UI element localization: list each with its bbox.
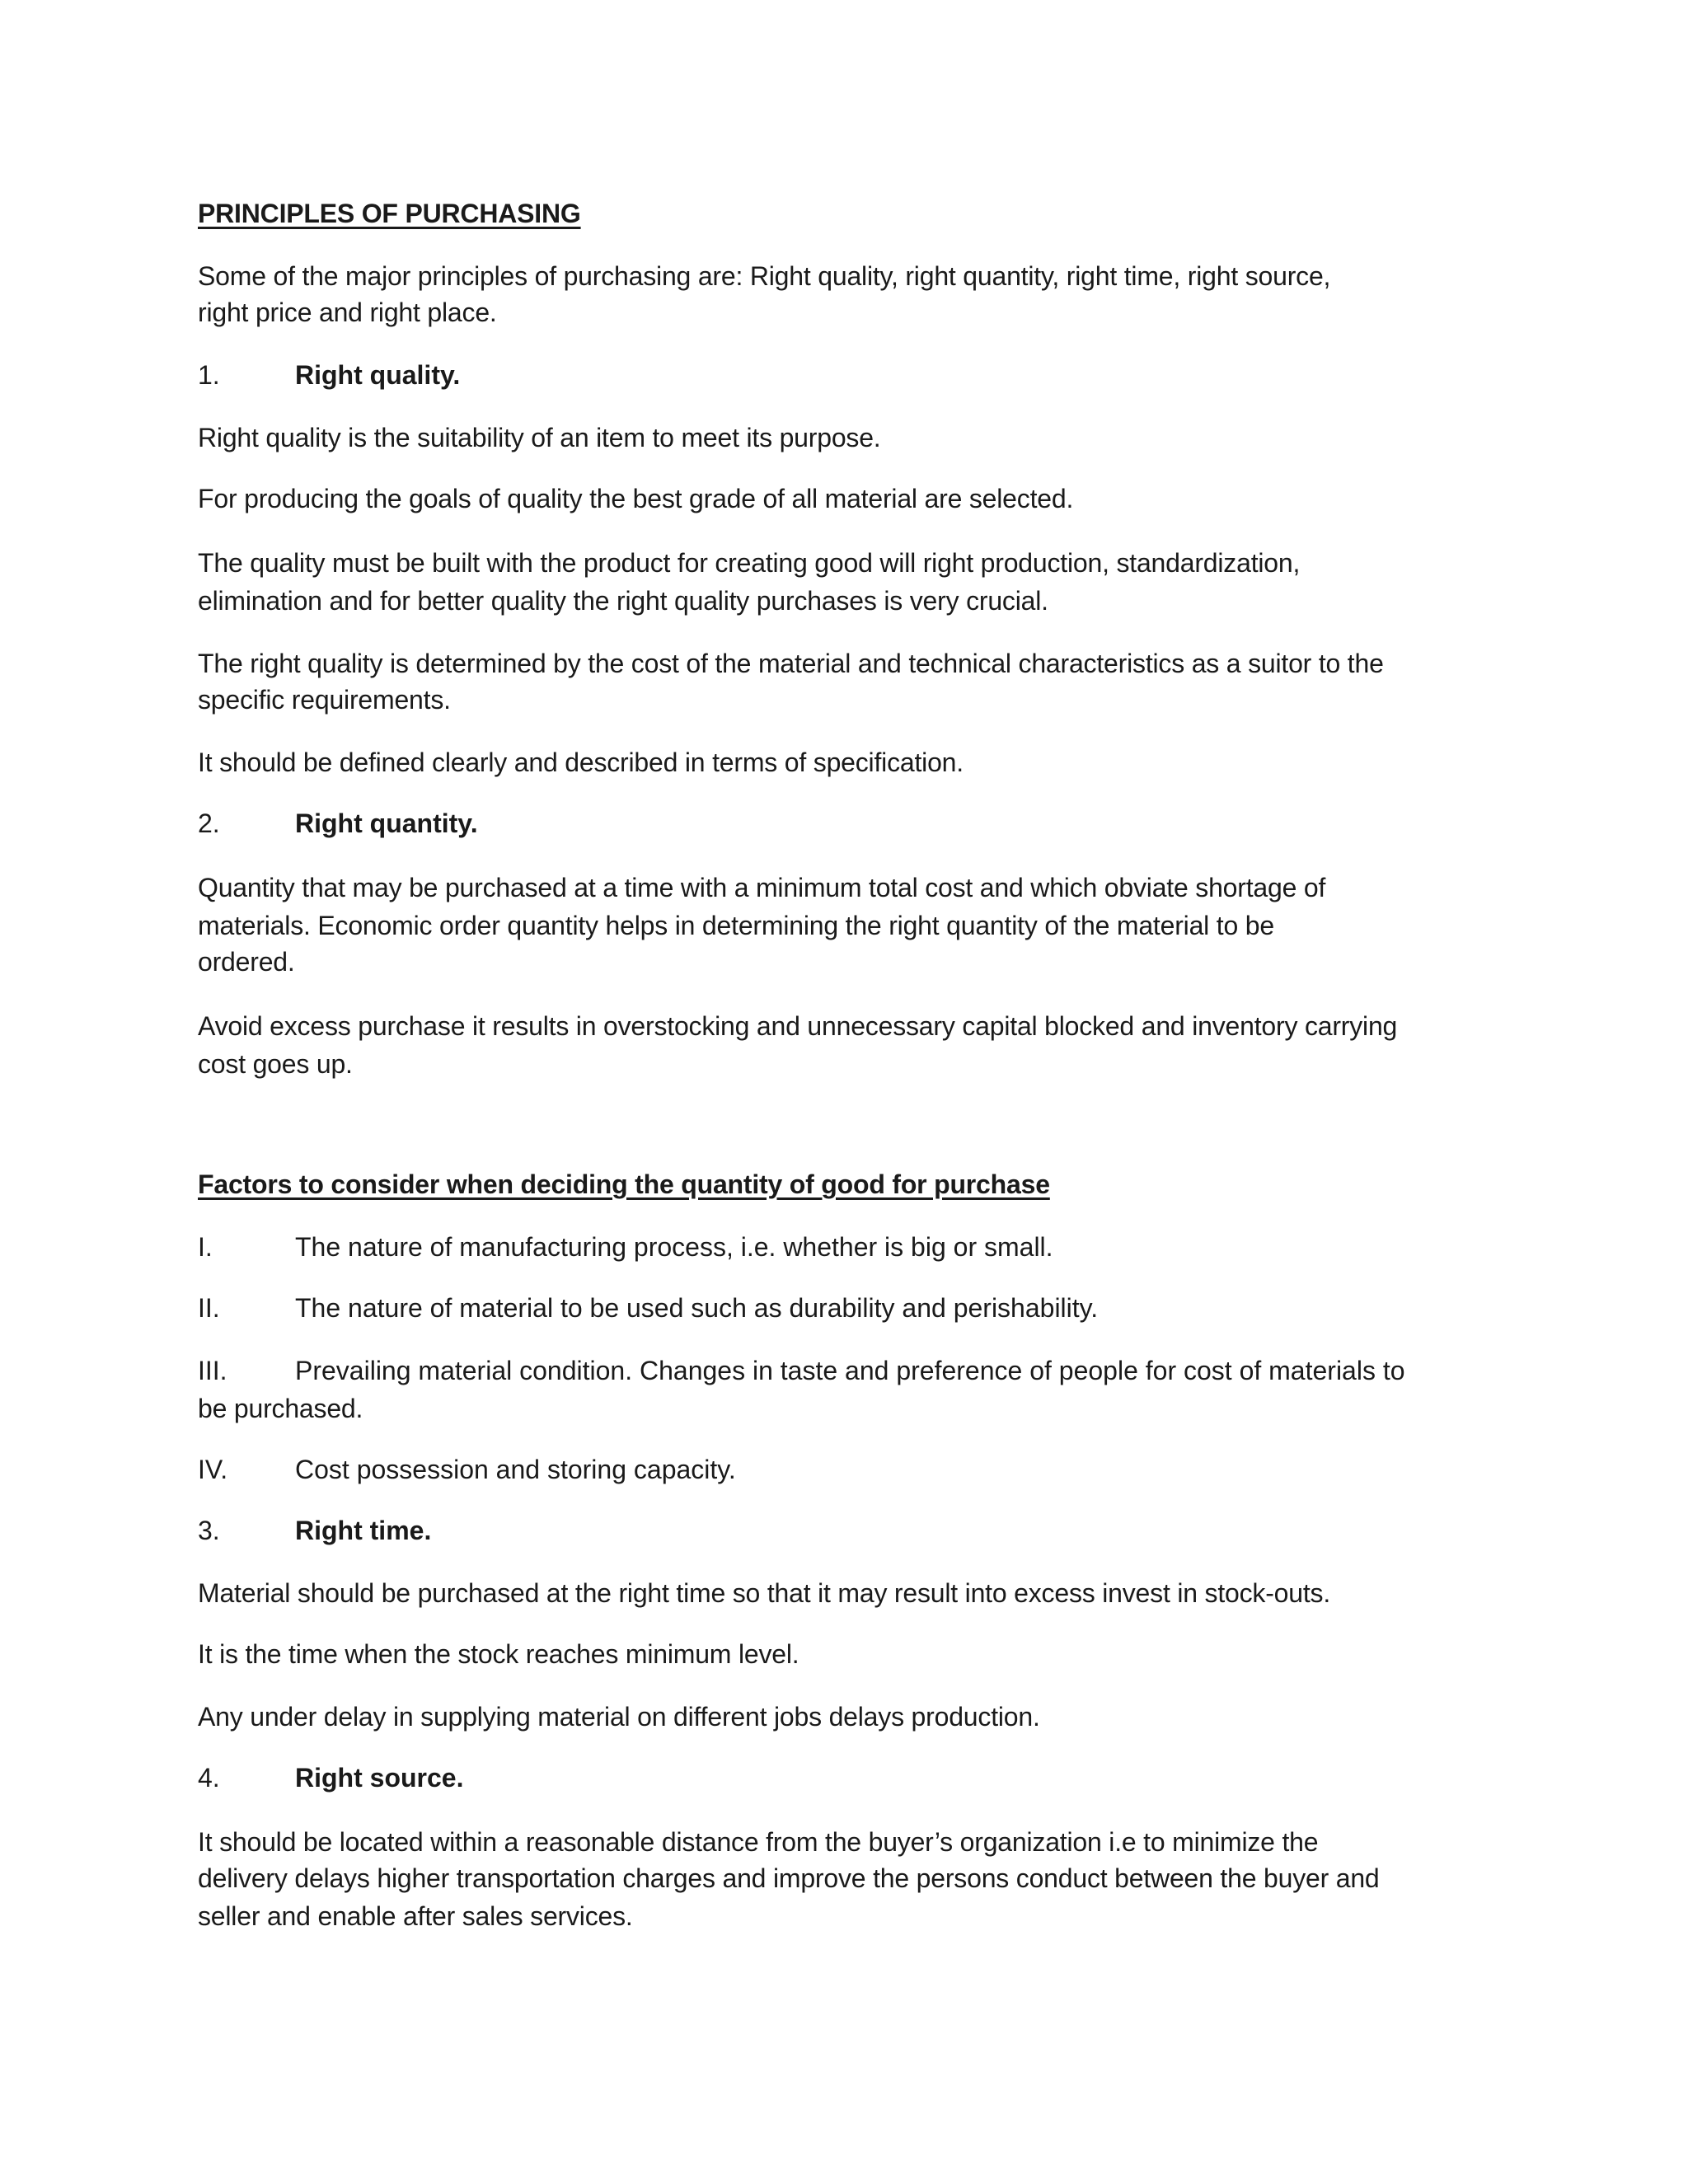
section-2-paragraph-1-line-1: Quantity that may be purchased at a time with a minimum total cost and which obviate shortage of (198, 873, 1326, 902)
section-1-paragraph-4-line-1: The right quality is determined by the cost of the material and technical characteristics as a suitor to the (198, 649, 1384, 678)
factor-4-text: Cost possession and storing capacity. (295, 1455, 736, 1484)
section-2-heading: Right quantity. (295, 808, 478, 838)
section-4-heading: Right source. (295, 1763, 464, 1793)
factor-2-text: The nature of material to be used such as durability and perishability. (295, 1293, 1099, 1323)
section-3-paragraph-2: It is the time when the stock reaches minimum level. (198, 1639, 799, 1669)
section-1-number: 1. (198, 360, 220, 390)
section-3-paragraph-3: Any under delay in supplying material on different jobs delays production. (198, 1702, 1040, 1732)
page-title: PRINCIPLES OF PURCHASING (198, 199, 581, 228)
factor-3-continuation: be purchased. (198, 1394, 363, 1423)
section-1-heading: Right quality. (295, 360, 461, 390)
section-4-number: 4. (198, 1763, 220, 1793)
section-1-paragraph-4-line-2: specific requirements. (198, 685, 451, 715)
section-4-paragraph-1-line-1: It should be located within a reasonable distance from the buyer’s organization i.e to minimize the (198, 1827, 1319, 1857)
factor-2-number: II. (198, 1293, 220, 1323)
section-2-paragraph-1-line-3: ordered. (198, 947, 295, 977)
factors-heading: Factors to consider when deciding the quantity of good for purchase (198, 1169, 1050, 1199)
section-1-paragraph-3-line-1: The quality must be built with the product for creating good will right production, standardization, (198, 548, 1301, 578)
section-1-paragraph-1: Right quality is the suitability of an item to meet its purpose. (198, 423, 881, 452)
factor-4-number: IV. (198, 1455, 228, 1484)
section-1-paragraph-5: It should be defined clearly and described in terms of specification. (198, 748, 964, 777)
factor-1-text: The nature of manufacturing process, i.e. whether is big or small. (295, 1232, 1053, 1262)
section-2-paragraph-2-line-1: Avoid excess purchase it results in overstocking and unnecessary capital blocked and inventory carrying (198, 1011, 1398, 1041)
intro-line-2: right price and right place. (198, 298, 497, 327)
section-4-paragraph-1-line-3: seller and enable after sales services. (198, 1901, 633, 1931)
factor-1-number: I. (198, 1232, 213, 1262)
section-1-paragraph-2: For producing the goals of quality the best grade of all material are selected. (198, 484, 1074, 513)
section-3-paragraph-1: Material should be purchased at the right time so that it may result into excess invest in stock-outs. (198, 1578, 1331, 1608)
section-2-number: 2. (198, 808, 220, 838)
factor-3-number: III. (198, 1356, 227, 1385)
factor-3-text: Prevailing material condition. Changes in taste and preference of people for cost of materials to (295, 1356, 1405, 1385)
section-2-paragraph-1-line-2: materials. Economic order quantity helps in determining the right quantity of the material to be (198, 911, 1274, 940)
section-2-paragraph-2-line-2: cost goes up. (198, 1049, 353, 1079)
intro-line-1: Some of the major principles of purchasing are: Right quality, right quantity, right time, right source, (198, 261, 1331, 291)
section-4-paragraph-1-line-2: delivery delays higher transportation charges and improve the persons conduct between the buyer and (198, 1863, 1380, 1893)
section-3-heading: Right time. (295, 1516, 432, 1545)
section-3-number: 3. (198, 1516, 220, 1545)
section-1-paragraph-3-line-2: elimination and for better quality the right quality purchases is very crucial. (198, 586, 1048, 616)
